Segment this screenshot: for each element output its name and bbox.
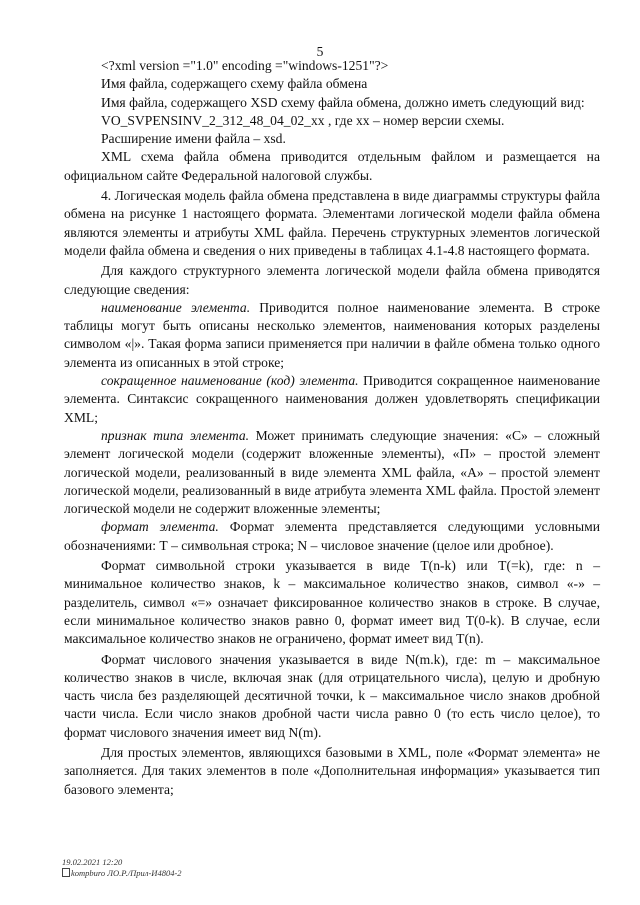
text-element-code: Приводится сокращенное наименование элемента. Синтаксис сокращенного наименования должен удовлетворять спецификации XML;	[64, 373, 601, 425]
paragraph-simple-elements: Для простых элементов, являющихся базовыми в XML, поле «Формат элемента» не заполняется. Для таких элементов в поле «Дополнительная информация» указывается тип базового элемента;	[64, 744, 600, 797]
paragraph-xsd-name: Имя файла, содержащего XSD схему файла обмена, должно иметь следующий вид:	[101, 94, 585, 110]
term-element-code: сокращенное наименование (код) элемента.	[101, 373, 359, 389]
document-body	[64, 57, 600, 799]
footer-path: kompburo ЛО.Р./Прил-И4804-2	[71, 868, 182, 878]
text-element-name: Приводится полное наименование элемента. В строке таблицы могут быть описаны несколько элементов, наименования которых разделены символом «|». Такая форма записи применяется при наличии в файле обмена только одного элемента из описанных в этой строке;	[64, 299, 600, 370]
paragraph-number-format: Формат числового значения указывается в виде N(m.k), где: m – максимальное количество знаков в числе, включая знак (для отрицательного числа), целую и дробную часть числа без разделяющей десятичной точки, k – максимальное число знаков дробной части числа. Если число знаков дробной части числа равно 0 (то есть число целое), то формат числового значения имеет вид N(m).	[64, 651, 600, 740]
paragraph-schema-heading: Имя файла, содержащего схему файла обмена	[101, 76, 368, 92]
footer-date: 19.02.2021 12:20	[62, 857, 123, 867]
text-element-format: Формат элемента представляется следующими условными обозначениями: Т – символьная строка; N – числовое значение (целое или дробное).	[64, 519, 601, 553]
paragraph-logical-model: 4. Логическая модель файла обмена представлена в виде диаграммы структуры файла обмена на рисунке 1 настоящего формата. Элементами логической модели файла обмена являются элементы и атрибуты XML файла. Перечень структурных элементов логической модели файла обмена и сведения о них приведены в таблицах 4.1-4.8 настоящего формата.	[64, 188, 600, 258]
footer-path-line	[62, 868, 182, 879]
text-element-type: Может принимать следующие значения: «С» – сложный элемент логической модели (содержит вложенные элементы), «П» – простой элемент логической модели, реализованный в виде элемента XML файла, «А» – простой элемент логической модели, реализованный в виде атрибута элемента XML файла. Простой элемент логической модели не содержит вложенные элементы;	[64, 427, 600, 517]
paragraph-element-name	[64, 299, 600, 372]
document-icon	[62, 868, 70, 877]
term-element-type: признак типа элемента.	[101, 427, 250, 443]
paragraph-string-format: Формат символьной строки указывается в виде Т(n-k) или Т(=k), где: n – минимальное количество знаков, k – максимальное количество знаков, символ «-» – разделитель, символ «=» означает фиксированное количество знаков в строке. В случае, если минимальное количество знаков равно 0, формат имеет вид Т(0-k). В случае, если максимальное количество знаков не ограничено, формат имеет вид Т(n).	[64, 558, 600, 647]
paragraph-xml-schema: XML схема файла обмена приводится отдельным файлом и размещается на официальном сайте Федеральной налоговой службы.	[64, 149, 600, 183]
paragraph-schema-filename: VO_SVPENSINV_2_312_48_04_02_xx , где xx – номер версии схемы.	[101, 112, 505, 128]
term-element-format: формат элемента.	[101, 519, 219, 535]
paragraph-element-code	[64, 372, 600, 427]
paragraph-element-type	[64, 427, 600, 518]
paragraph-element-format	[64, 518, 600, 555]
page-number: 5	[316, 44, 324, 59]
term-element-name: наименование элемента.	[101, 299, 251, 315]
document-footer	[62, 857, 182, 879]
paragraph-element-info: Для каждого структурного элемента логической модели файла обмена приводятся следующие сведения:	[64, 263, 600, 297]
paragraph-extension: Расширение имени файла – xsd.	[101, 131, 286, 147]
xml-declaration: <?xml version ="1.0" encoding ="windows-1251"?>	[101, 58, 389, 73]
